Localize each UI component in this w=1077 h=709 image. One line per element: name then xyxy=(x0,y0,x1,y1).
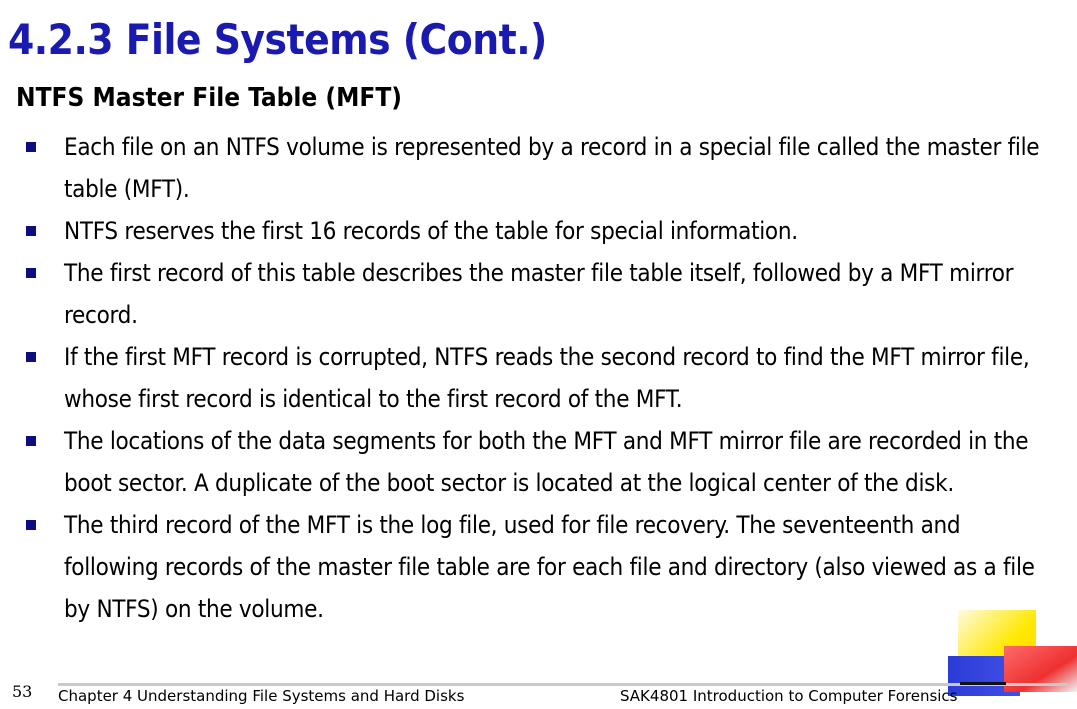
square-bullet-icon xyxy=(26,520,36,530)
square-bullet-icon xyxy=(26,436,36,446)
bullet-list xyxy=(24,126,1054,630)
bullet-text: Each file on an NTFS volume is represented by a record in a special file called the master file table (MFT). xyxy=(64,133,1040,203)
bullet-text: The third record of the MFT is the log file, used for file recovery. The seventeenth and following records of the master file table are for each file and directory (also viewed as a file by NTFS) on the volume. xyxy=(64,511,1035,623)
footer-chapter-title: Chapter 4 Understanding File Systems and Hard Disks xyxy=(58,687,465,705)
bullet-item xyxy=(24,126,1054,210)
slide-title: 4.2.3 File Systems (Cont.) xyxy=(8,15,547,64)
square-bullet-icon xyxy=(26,352,36,362)
footer-course-title: SAK4801 Introduction to Computer Forensics xyxy=(620,687,958,705)
bullet-text: If the first MFT record is corrupted, NTFS reads the second record to find the MFT mirror file, whose first record is identical to the first record of the MFT. xyxy=(64,343,1030,413)
decorative-squares-graphic xyxy=(940,610,1077,709)
square-bullet-icon xyxy=(26,142,36,152)
bullet-text: NTFS reserves the first 16 records of the table for special information. xyxy=(64,217,798,245)
square-bullet-icon xyxy=(26,226,36,236)
bullet-text: The locations of the data segments for both the MFT and MFT mirror file are recorded in the boot sector. A duplicate of the boot sector is located at the logical center of the disk. xyxy=(64,427,1029,497)
bullet-item xyxy=(24,504,1054,630)
square-bullet-icon xyxy=(26,268,36,278)
slide-subtitle: NTFS Master File Table (MFT) xyxy=(16,83,402,113)
bullet-item xyxy=(24,252,1054,336)
bullet-text: The first record of this table describes the master file table itself, followed by a MFT mirror record. xyxy=(64,259,1014,329)
bullet-item xyxy=(24,420,1054,504)
bullet-item xyxy=(24,210,1054,252)
bullet-item xyxy=(24,336,1054,420)
footer-divider-accent xyxy=(960,682,1006,685)
page-number: 53 xyxy=(12,682,33,701)
